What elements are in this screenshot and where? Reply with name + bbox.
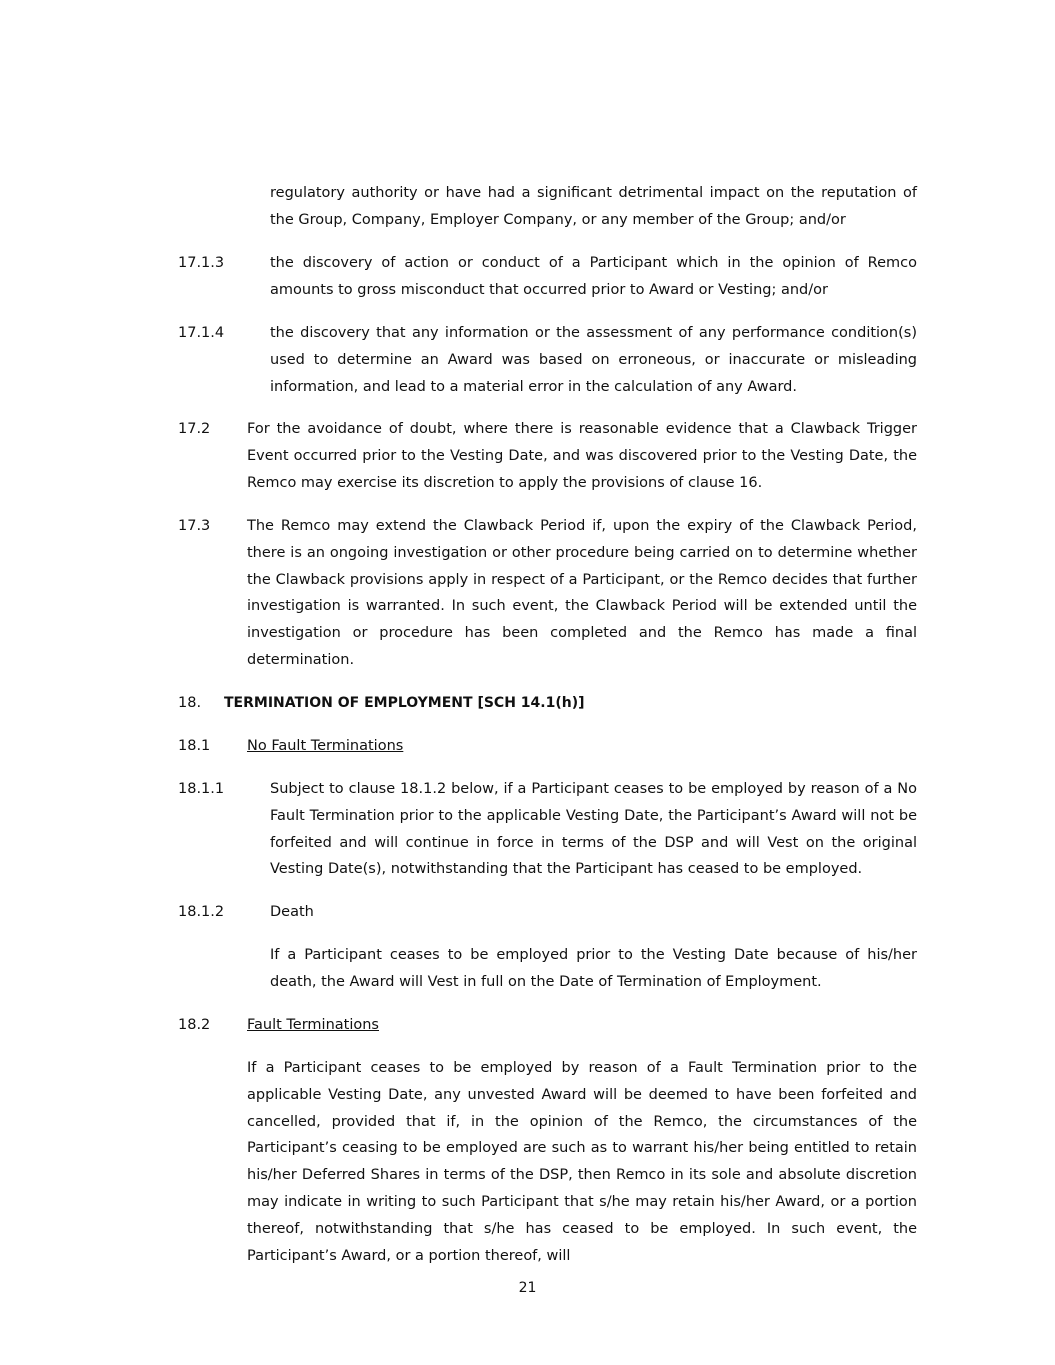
subheading-fault-terminations: Fault Terminations (247, 1017, 379, 1033)
clause-number-17-1-4: 17.1.4 (178, 325, 225, 341)
clause-text-17-2: For the avoidance of doubt, where there is reasonable evidence that a Clawback Trigger Event occurred prior to the Vesting Date, and was discovered prior to the Vesting Date, the Remco may exercise its discretion to apply the provisions of clause 16. (247, 421, 917, 491)
clause-number-18-2: 18.2 (178, 1017, 211, 1033)
section-number-18: 18. (178, 695, 202, 711)
section-heading-termination-of-employment: TERMINATION OF EMPLOYMENT [SCH 14.1(h)] (224, 695, 585, 711)
clause-number-18-1: 18.1 (178, 738, 211, 754)
clause-text-18-1-1: Subject to clause 18.1.2 below, if a Participant ceases to be employed by reason of a No Fault Termination prior to the applicable Vesting Date, the Participant’s Award will not be forfeited and will continue in force in terms of the DSP and will Vest on the original Vesting Date(s), notwithstanding that the Participant has ceased to be employed. (270, 781, 917, 878)
clause-number-17-3: 17.3 (178, 518, 211, 534)
clause-text-17-3: The Remco may extend the Clawback Period if, upon the expiry of the Clawback Period, there is an ongoing investigation or other procedure being carried on to determine whether the Clawback provisions apply in respect of a Participant, or the Remco decides that further investigation is warranted. In such event, the Clawback Period will be extended until the investigation or procedure has been completed and the Remco has made a final determination. (247, 518, 917, 668)
clause-text-17-1-4: the discovery that any information or the assessment of any performance condition(s) used to determine an Award was based on erroneous, or inaccurate or misleading information, and lead to a material error in the calculation of any Award. (270, 325, 917, 395)
subheading-no-fault-terminations: No Fault Terminations (247, 738, 404, 754)
clause-text-death: If a Participant ceases to be employed prior to the Vesting Date because of his/her death, the Award will Vest in full on the Date of Termination of Employment. (270, 947, 917, 990)
clause-number-18-1-2: 18.1.2 (178, 904, 225, 920)
page-number: 21 (518, 1280, 537, 1296)
clause-title-death: Death (270, 904, 314, 920)
clause-number-18-1-1: 18.1.1 (178, 781, 225, 797)
clause-number-17-2: 17.2 (178, 421, 211, 437)
clause-text-fault-terminations: If a Participant ceases to be employed by reason of a Fault Termination prior to the applicable Vesting Date, any unvested Award will be deemed to have been forfeited and cancelled, provided that if, in the opinion of the Remco, the circumstances of the Participant’s ceasing to be employed are such as to warrant his/her being entitled to retain his/her Deferred Shares in terms of the DSP, then Remco in its sole and absolute discretion may indicate in writing to such Participant that s/he may retain his/her Award, or a portion thereof, notwithstanding that s/he has ceased to be employed. In such event, the Participant’s Award, or a portion thereof, will (247, 1060, 917, 1264)
clause-continuation-text: regulatory authority or have had a significant detrimental impact on the reputation of the Group, Company, Employer Company, or any member of the Group; and/or (270, 185, 917, 228)
clause-number-17-1-3: 17.1.3 (178, 255, 225, 271)
clause-text-17-1-3: the discovery of action or conduct of a Participant which in the opinion of Remco amounts to gross misconduct that occurred prior to Award or Vesting; and/or (270, 255, 917, 298)
